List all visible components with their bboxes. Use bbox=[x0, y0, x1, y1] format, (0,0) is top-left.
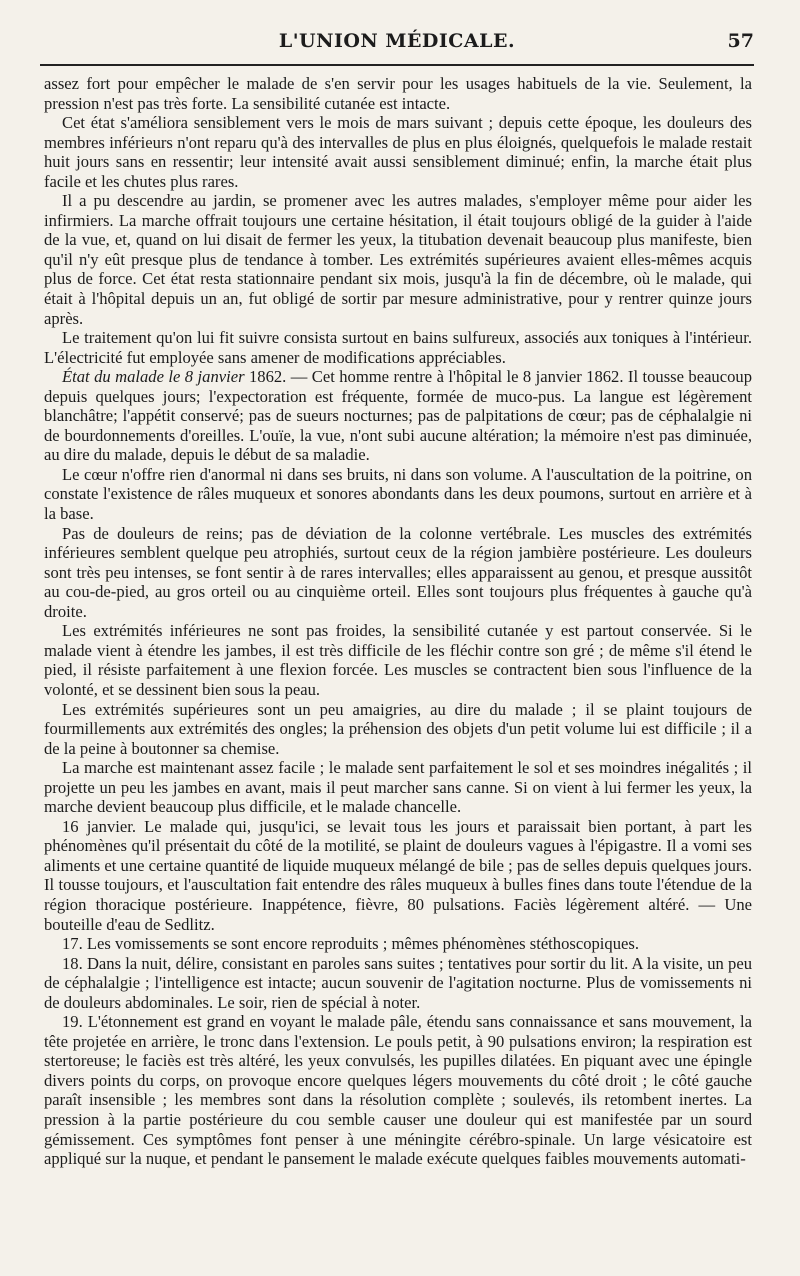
paragraph: 16 janvier. Le malade qui, jusqu'ici, se levait tous les jours et paraissait bien portant, à part les phénomènes qu'il présentait du côté de la motilité, se plaint de douleurs vagues à l'épigastre. Il a vomi ses aliments et une certaine quantité de liquide muqueux mélangé de bile ; pas de selles depuis quelques jours. Il tousse toujours, et l'auscultation fait entendre des râles muqueux à bulles fines dans toute l'étendue de la région thoracique postérieure. Inappétence, fièvre, 80 pulsations. Faciès légèrement altéré. — Une bouteille d'eau de Sedlitz. bbox=[44, 816, 752, 934]
paragraph: 17. Les vomissements se sont encore reproduits ; mêmes phénomènes stéthoscopiques. bbox=[62, 934, 639, 954]
paragraph: Le traitement qu'on lui fit suivre consista surtout en bains sulfureux, associés aux toniques à l'intérieur. L'électricité fut employée sans amener de modifications appréciables. bbox=[44, 328, 752, 367]
paragraph: Le cœur n'offre rien d'anormal ni dans ses bruits, ni dans son volume. A l'auscultation de la poitrine, on constate l'existence de râles muqueux et sonores abondants dans les deux poumons, surtout en arrière et à la base. bbox=[44, 464, 752, 524]
header-rule bbox=[40, 64, 754, 66]
paragraph: Les extrémités supérieures sont un peu amaigries, au dire du malade ; il se plaint toujours de fourmillements aux extrémités des ongles; la préhension des objets d'un petit volume lui est difficile ; il a de la peine à boutonner sa chemise. bbox=[44, 699, 752, 758]
paragraph: Pas de douleurs de reins; pas de déviation de la colonne vertébrale. Les muscles des extrémités inférieures semblent quelque peu atrophiés, surtout ceux de la région jambière postérieure. Les douleurs sont très peu intenses, se font sentir à de rares intervalles; elles apparaissent au genou, et presque aussitôt au cou-de-pied, au gros orteil ou au cinquième orteil. Elles sont toujours plus fréquentes à gauche qu'à droite. bbox=[44, 523, 752, 621]
paragraph: Il a pu descendre au jardin, se promener avec les autres malades, s'employer même pour aider les infirmiers. La marche offrait toujours une certaine hésitation, il était toujours obligé de la guider à l'aide de la vue, et, quand on lui disait de fermer les yeux, la titubation devenait beaucoup plus manifeste, bien qu'il n'y eût presque plus de tendance à tomber. Les extrémités supérieures avaient elles-mêmes acquis plus de force. Cet état resta stationnaire pendant six mois, jusqu'à la fin de décembre, où le malade, qui était à l'hôpital depuis un an, fut obligé de sortir par mesure administrative, pour y rentrer quinze jours après. bbox=[44, 191, 752, 328]
italic-heading: État du malade le 8 janvier bbox=[62, 367, 245, 387]
paragraph: 19. L'étonnement est grand en voyant le malade pâle, étendu sans connaissance et sans mouvement, la tête projetée en arrière, le tronc dans l'extension. Le pouls petit, à 90 pulsations environ; la respiration est stertoreuse; le faciès est très altéré, les yeux convulsés, les pupilles dilatées. En piquant avec une épingle divers points du corps, on provoque encore quelques légers mouvements du côté droit ; le côté gauche paraît insensible ; les membres sont dans la résolution complète ; soulevés, ils retombent inertes. La pression à la partie postérieure du cou semble causer une douleur qui est manifestée par un sourd gémissement. Ces symptômes font penser à une méningite cérébro-spinale. Un large vésicatoire est appliqué sur la nuque, et pendant le pansement le malade exécute quelques faibles mouvements automati- bbox=[44, 1012, 752, 1169]
paragraph: 18. Dans la nuit, délire, consistant en paroles sans suites ; tentatives pour sortir du lit. A la visite, un peu de céphalalgie ; l'intelligence est intacte; aucun souvenir de l'agitation nocturne. Plus de vomissements ni de douleurs abdominales. Le soir, rien de spécial à noter. bbox=[44, 953, 752, 1012]
paragraph: La marche est maintenant assez facile ; le malade sent parfaitement le sol et ses moindres inégalités ; il projette un peu les jambes en avant, mais il peut marcher sans canne. Si on vient à lui fermer les yeux, la marche devient beaucoup plus difficile, et le malade chancelle. bbox=[44, 758, 752, 817]
paragraph: Les extrémités inférieures ne sont pas froides, la sensibilité cutanée y est partout conservée. Si le malade vient à étendre les jambes, il est très difficile de les fléchir contre son gré ; de même s'il étend le pied, il résiste parfaitement à une flexion forcée. Les muscles se contractent bien sous l'influence de la volonté, et se dessinent bien sous la peau. bbox=[44, 621, 752, 699]
paragraph: assez fort pour empêcher le malade de s'en servir pour les usages habituels de la vie. Seulement, la pression n'est pas très forte. La sensibilité cutanée est intacte. bbox=[44, 74, 752, 113]
running-title: L'UNION MÉDICALE. bbox=[278, 30, 516, 52]
page-number: 57 bbox=[727, 30, 754, 52]
page-header bbox=[40, 28, 754, 58]
paragraph: État du malade le 8 janvier 1862. — Cet homme rentre à l'hôpital le 8 janvier 1862. Il tousse beaucoup depuis quelques jours; l'expectoration est fréquente, formée de muco-pus. La langue est légèrement blanchâtre; l'appétit conservé; pas de sueurs nocturnes; pas de palpitations de cœur; pas de céphalalgie ni de bourdonnements d'oreilles. L'ouïe, la vue, n'ont subi aucune altération; la mémoire n'est pas diminuée, au dire du malade, depuis le début de sa maladie. bbox=[44, 367, 752, 465]
paragraph: Cet état s'améliora sensiblement vers le mois de mars suivant ; depuis cette époque, les douleurs des membres inférieurs n'ont reparu qu'à des intervalles de plus en plus éloignés, quelquefois le malade restait huit jours sans en ressentir; leur intensité avait aussi sensiblement diminué; enfin, la marche était plus facile et les chutes plus rares. bbox=[44, 113, 752, 191]
body-text bbox=[44, 74, 752, 1254]
